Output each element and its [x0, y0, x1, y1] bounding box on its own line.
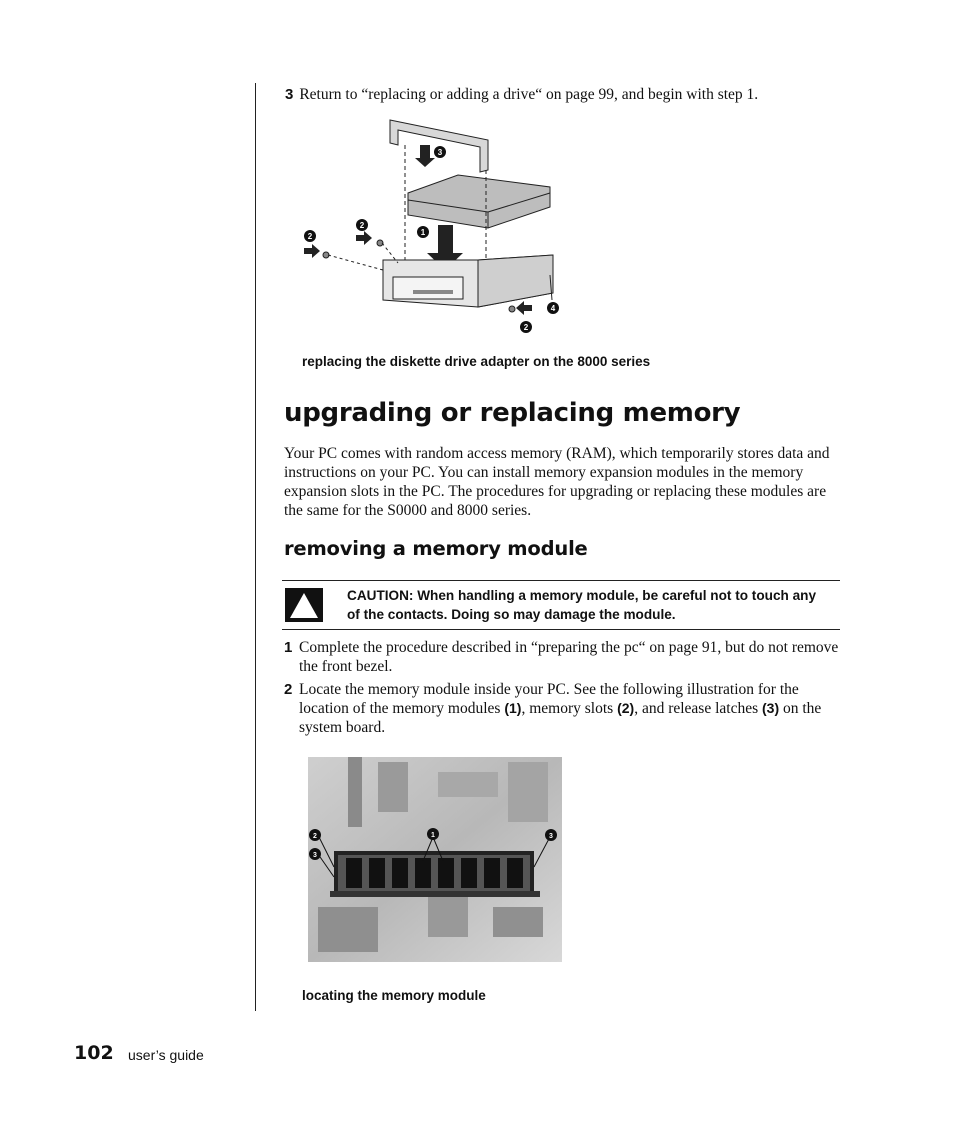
step-number: 3 [285, 86, 294, 103]
warning-triangle-icon [285, 588, 323, 622]
arrow-down-3 [415, 145, 435, 167]
callout-1: 1 [420, 228, 426, 237]
step-text: Complete the procedure described in “preparing the pc“ on page 91, but do not remove the front bezel. [299, 639, 839, 675]
arrow-left-2c [516, 301, 532, 315]
memory-module [330, 851, 540, 897]
arrow-right-2b [304, 244, 320, 258]
step-number: 2 [284, 681, 293, 698]
caution-text: CAUTION: When handling a memory module, be careful not to touch any of the contacts. Doing so may damage the module. [347, 588, 817, 622]
diskette-drive [408, 175, 550, 228]
subsection-heading: removing a memory module [284, 537, 588, 560]
ref-memory-modules: (1) [504, 700, 522, 716]
intro-paragraph: Your PC comes with random access memory (RAM), which temporarily stores data and instructions on your PC. You can install memory expansion modules in the memory expansion slots in the PC. The procedures for upgrading or replacing these modules are the same for the S0000 and 8000 series. [284, 445, 830, 519]
figure-caption: locating the memory module [302, 988, 486, 1003]
section-heading: upgrading or replacing memory [284, 398, 741, 428]
ref-release-latches: (3) [762, 700, 780, 716]
step-text: Return to “replacing or adding a drive“ on page 99, and begin with step 1. [299, 86, 759, 103]
callout-1: 1 [431, 832, 435, 839]
callout-4: 4 [550, 304, 556, 313]
callout-3: 3 [549, 833, 553, 840]
callout-2: 2 [359, 221, 365, 230]
caution-box [282, 580, 840, 630]
step-1 [284, 638, 844, 676]
callout-2: 2 [313, 833, 317, 840]
callout-3: 3 [313, 852, 317, 859]
arrow-right-2a [356, 231, 372, 245]
ref-memory-slots: (2) [617, 700, 635, 716]
callout-2: 2 [307, 232, 313, 241]
step-3 [285, 85, 845, 104]
running-footer: user’s guide [128, 1047, 204, 1063]
diskette-drive-adapter-illustration [298, 115, 568, 340]
step-2 [284, 680, 844, 737]
step-text: Locate the memory module inside your PC. See the following illustration for the location of the memory modules (1), memory slots (2), and release latches (3) on the system board. [299, 681, 822, 736]
step-number: 1 [284, 639, 293, 656]
callout-2: 2 [523, 323, 529, 332]
figure-caption: replacing the diskette drive adapter on the 8000 series [302, 354, 651, 369]
margin-rule [255, 83, 256, 1011]
memory-module-photo [308, 757, 562, 962]
callout-3: 3 [437, 148, 443, 157]
page-number: 102 [74, 1042, 114, 1064]
